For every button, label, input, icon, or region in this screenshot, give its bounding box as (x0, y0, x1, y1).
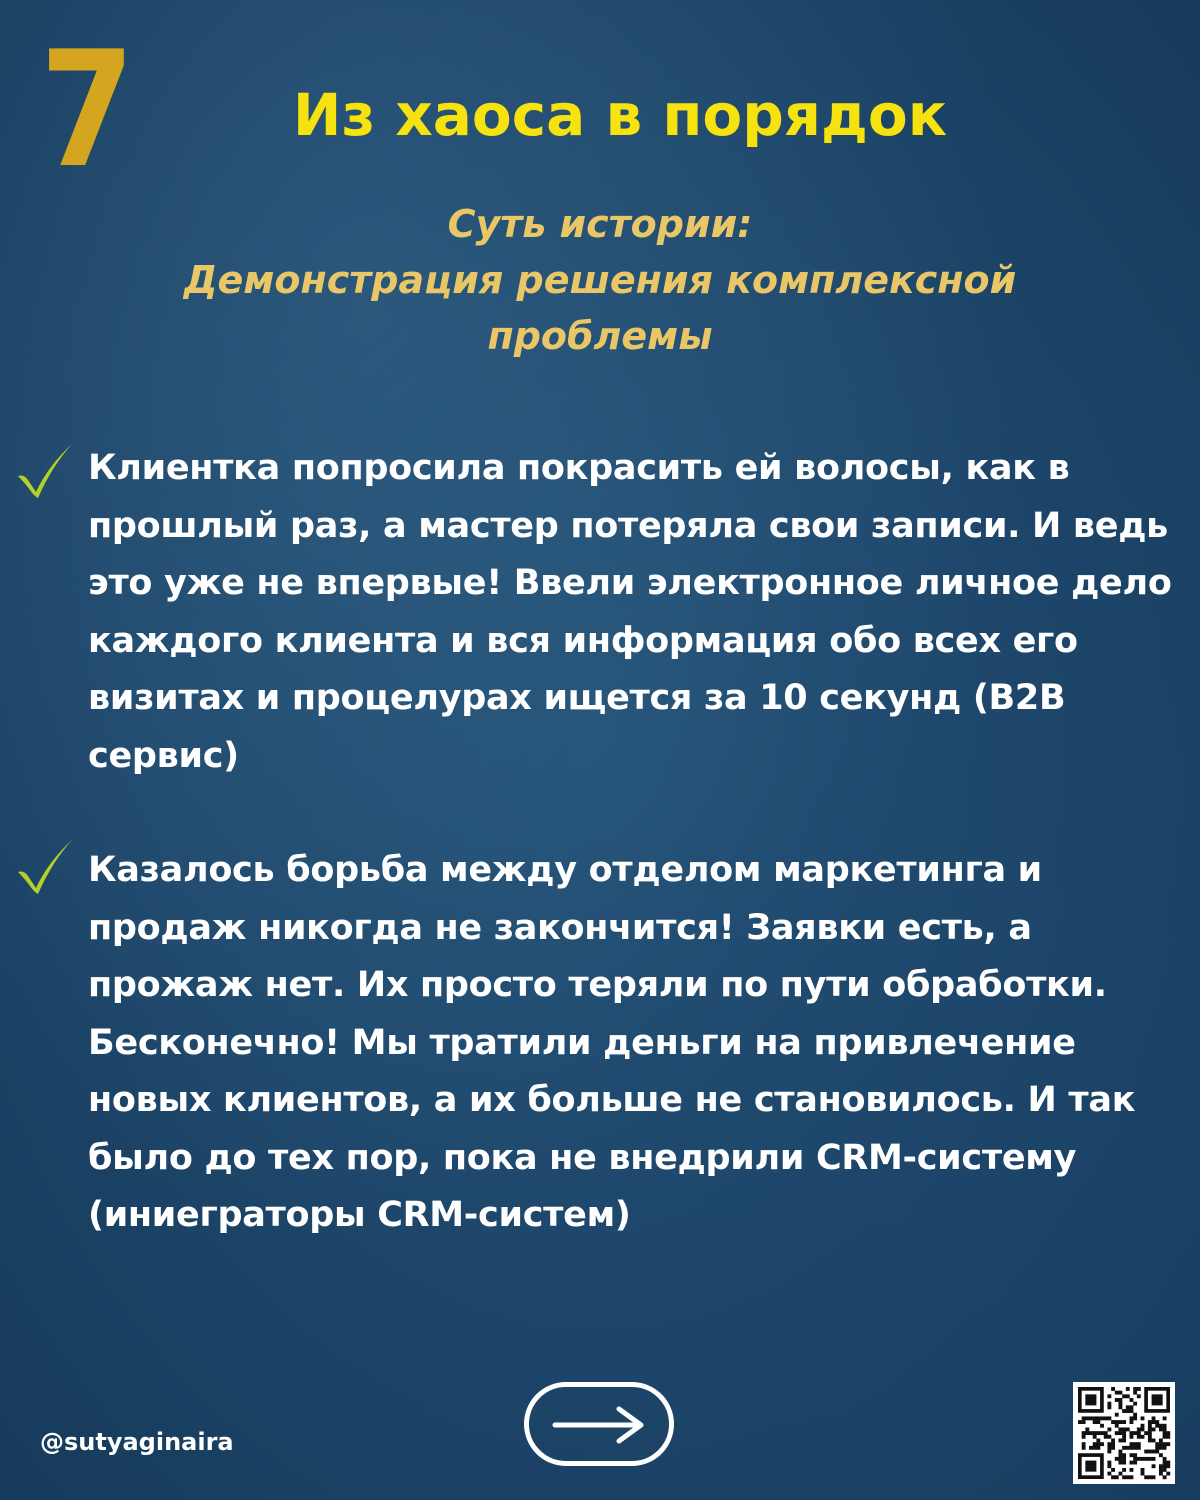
subtitle (100, 196, 1100, 364)
author-handle: @sutyaginaira (40, 1428, 234, 1456)
next-button[interactable] (524, 1382, 674, 1466)
check-icon (14, 440, 76, 502)
subtitle-line: Демонстрация решения комплексной (183, 258, 1017, 302)
page-title: Из хаоса в порядок (292, 81, 948, 149)
slide-number: 7 (40, 16, 135, 203)
qr-code-icon (1073, 1382, 1175, 1484)
subtitle-line: Суть истории: (447, 202, 753, 246)
list-item: Казалось борьба между отделом маркетинга и продаж никогда не закончится! Заявки есть, а прожаж нет. Их просто теряли по пути обработки. Бесконечно! Мы тратили деньги на привлечение новых клиентов, а их больше не становилось. И так было до тех пор, пока не внедрили CRM-систему (иниеграторы CRM-систем) (88, 850, 1136, 1235)
arrow-right-icon (551, 1405, 647, 1445)
list-item: Клиентка попросила покрасить ей волосы, как в прошлый раз, а мастер потеряла свои записи. И ведь это уже не впервые! Ввели электронное личное дело каждого клиента и вся информация обо всех его визитах и процелурах ищется за 10 секунд (B2B сервис) (88, 448, 1172, 776)
subtitle-line: проблемы (487, 314, 713, 358)
check-icon (14, 836, 76, 898)
